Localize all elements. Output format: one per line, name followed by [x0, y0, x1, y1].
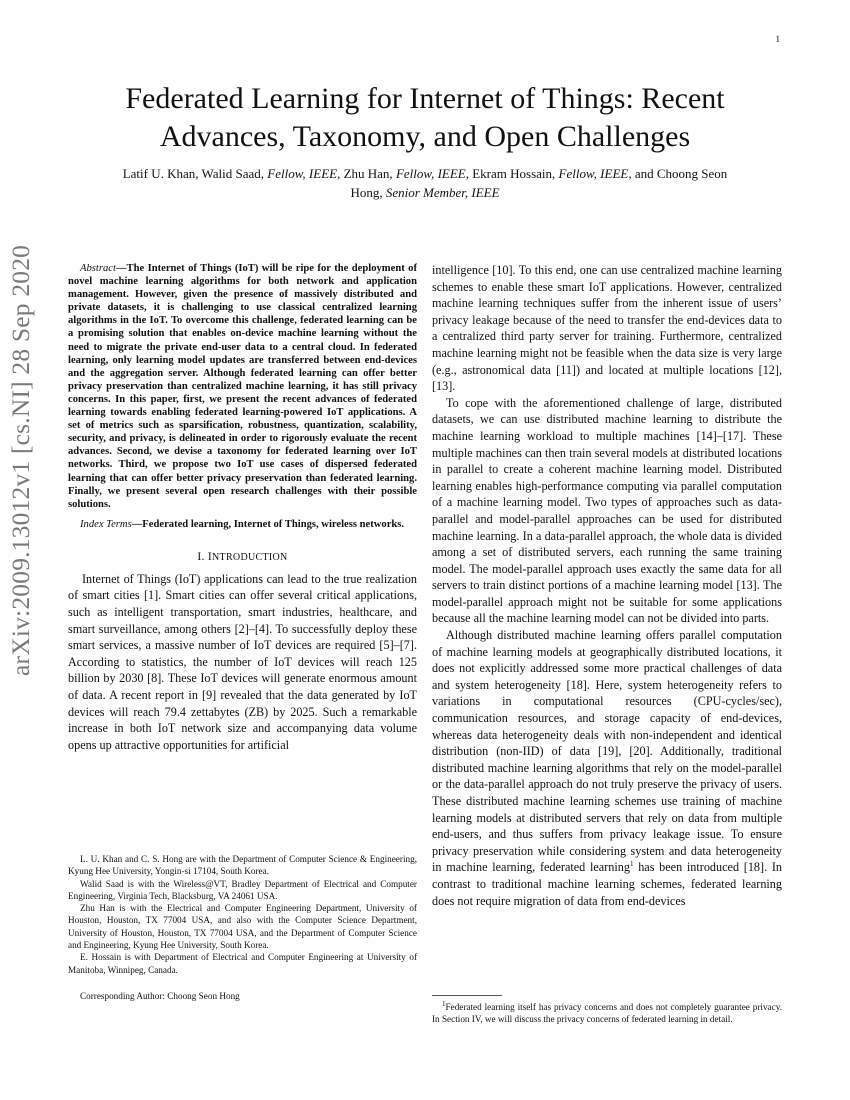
- affiliation-hossain: E. Hossain is with Department of Electrical and Computer Engineering at University of Manitoba, Winnipeg, Canada.: [68, 952, 417, 975]
- footnote-number: 1: [442, 999, 446, 1008]
- affiliation-khan-hong: L. U. Khan and C. S. Hong are with the Department of Computer Science & Engineering, Kyung Hee University, Yongin-si 17104, South Korea.: [68, 854, 417, 877]
- index-terms: [68, 518, 417, 531]
- paragraph-3-text-a: Although distributed machine learning offers parallel computation of machine learning models at geographically distributed locations, it does not explicitly addressed some more practical challenges of data and system heterogeneity [18]. Here, system heterogeneity refers to variations in computational resources (CPU-cycles/sec), communication resources, and storage capacity of end-devices, whereas data heterogeneity deals with non-independent and identical distribution (non-IID) of data [19], [20]. Additionally, traditional distributed machine learning algorithms that rely on the model-parallel or the data-parallel approach do not truly preserve the privacy of users. These distributed machine learning schemes use training of machine learning models at distributed servers that rely on data from multiple end-users, and thus suffers from privacy leakage issue. To ensure privacy preservation while considering system and data heterogeneity in machine learning, federated learning: [432, 628, 782, 875]
- paper-title: [70, 80, 780, 156]
- arxiv-identifier-stamp[interactable]: arXiv:2009.13012v1 [cs.NI] 28 Sep 2020: [6, 244, 35, 676]
- corresponding-author: Corresponding Author: Choong Seon Hong: [80, 990, 240, 1001]
- left-column: [68, 262, 417, 753]
- author-role-1: Fellow, IEEE: [267, 166, 338, 181]
- body-paragraph-3: [432, 627, 782, 909]
- author-role-4: Senior Member, IEEE: [385, 185, 500, 200]
- footnote-divider: [432, 995, 502, 996]
- author-list: [120, 164, 730, 202]
- abstract-text: —The Internet of Things (IoT) will be ripe for the deployment of novel machine learning algorithms for both network and application management. However, given the presence of massively distributed and private datasets, it is challenging to use classical centralized learning algorithms in the IoT. To overcome this challenge, federated learning can be a promising solution that enables on-device machine learning without the need to migrate the private end-user data to a central cloud. In federated learning, only learning model updates are transferred between end-devices and the aggregation server. Although federated learning can offer better privacy preservation than centralized machine learning, it has still privacy concerns. In this paper, first, we present the recent advances of federated learning towards enabling federated learning-powered IoT applications. A set of metrics such as sparsification, robustness, quantization, scalability, security, and privacy, is delineated in order to rigorously evaluate the recent advances. Second, we devise a taxonomy for federated learning over IoT networks. Third, we propose two IoT use cases of dispersed federated learning that can offer better privacy preservation than federated learning. Finally, we present several open research challenges with their possible solutions.: [68, 263, 417, 510]
- affiliation-footnotes: [68, 853, 417, 1002]
- section-numeral: I. I: [197, 550, 213, 563]
- footnote-marker-link[interactable]: 1: [629, 860, 634, 869]
- paragraph-3-text-b: has been introduced [18]. In contrast to traditional machine learning schemes, federated learning does not require migration of data from end-devices: [432, 860, 783, 908]
- body-paragraph-1: intelligence [10]. To this end, one can use centralized machine learning schemes to enable these smart IoT applications. However, centralized machine learning techniques suffer from the inherent issue of users’ privacy leakage because of the need to transfer the end-devices data to a centralized third party server for training. Furthermore, centralized machine learning might not be feasible when the data size is very large (e.g., astronomical data [11]) and located at multiple locations [12], [13].: [432, 263, 782, 394]
- affiliation-han: Zhu Han is with the Electrical and Computer Engineering Department, University of Houston, Houston, TX 77004 USA, and also with the Computer Science Department, University of Houston, Houston, TX 77004 USA, and the Department of Computer Science and Engineering, Kyung Hee University, South Korea.: [68, 903, 417, 951]
- author-names-1: Latif U. Khan, Walid Saad,: [122, 166, 268, 181]
- section-heading-introduction: [68, 551, 417, 563]
- index-terms-label: Index Terms: [80, 518, 132, 530]
- author-names-2: , Zhu Han,: [337, 166, 396, 181]
- page-number: 1: [775, 34, 780, 44]
- footnote-text: Federated learning itself has privacy concerns and does not completely guarantee privacy. In Section IV, we will discuss the privacy concerns of federated learning in detail.: [432, 1002, 782, 1025]
- section-name: NTRODUCTION: [212, 551, 288, 563]
- index-terms-text: —Federated learning, Internet of Things, wireless networks.: [131, 518, 405, 530]
- body-paragraph-2: To cope with the aforementioned challenge of large, distributed datasets, we can use distributed machine learning to distribute the machine learning workload to multiple machines [14]–[17]. These multiple machines can then train several models at distributed locations in parallel to create a coherent machine learning model. Distributed learning enables high-performance computing via parallel computation of a machine learning model. Two types of approaches such as data-parallel and model-parallel approaches can be used for distributed machine learning. In a data-parallel approach, the whole data is divided among a set of distributed servers, each running the same training model. The model-parallel approach uses exactly the same data for all servers to train distinct portions of a machine learning model [13]. The model-parallel approach might not be suitable for some applications because all the machine learning model can not be divided into parts.: [432, 395, 782, 626]
- footnote-federated-privacy: [432, 1001, 782, 1026]
- right-column: [432, 262, 782, 909]
- affiliation-saad: Walid Saad is with the Wireless@VT, Bradley Department of Electrical and Computer Engineering, Virginia Tech, Blacksburg, VA 24061 USA.: [68, 878, 417, 901]
- author-role-2: Fellow, IEEE: [395, 166, 466, 181]
- abstract-label: Abstract: [80, 263, 116, 274]
- title-line-1: Federated Learning for Internet of Things: Recent: [125, 82, 725, 115]
- author-names-3: , Ekram Hossain,: [465, 166, 559, 181]
- author-names-4: , and Choong Seon Hong,: [350, 166, 728, 200]
- abstract: [68, 262, 417, 511]
- title-line-2: Advances, Taxonomy, and Open Challenges: [159, 120, 691, 153]
- author-role-3: Fellow, IEEE: [558, 166, 629, 181]
- intro-paragraph: Internet of Things (IoT) applications can lead to the true realization of smart cities [1]. Smart cities can offer several critical applications, such as intelligent transportation, smart industries, healthcare, and smart surveillance, among others [2]–[4]. To successfully deploy these smart services, a massive number of IoT devices are required [5]–[7]. According to statistics, the number of IoT devices will reach 125 billion by 2030 [8]. These IoT devices will generate enormous amount of data. A recent report in [9] revealed that the data generated by IoT devices will reach 79.4 zettabytes (ZB) by 2025. Such a remarkable increase in both IoT network size and accompanying data volume opens up attractive opportunities for artificial: [68, 571, 417, 752]
